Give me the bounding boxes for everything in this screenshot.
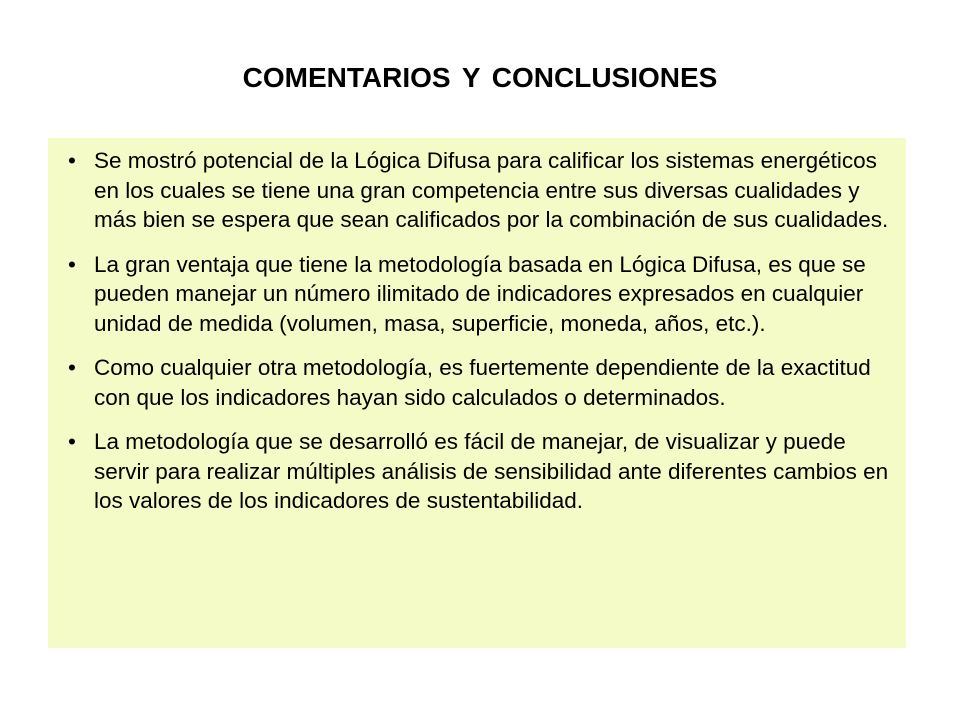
conclusion-item: [58, 353, 892, 412]
bullet-icon: •: [68, 148, 76, 173]
conclusion-text: Como cualquier otra metodología, es fuertemente dependiente de la exactitud con que los indicadores hayan sido calculados o determinados.: [94, 355, 871, 410]
conclusion-text: Se mostró potencial de la Lógica Difusa para calificar los sistemas energéticos en los cuales se tiene una gran competencia entre sus diversas cualidades y más bien se espera que sean calificados por la combinación de sus cualidades.: [94, 148, 889, 232]
conclusion-item: [58, 250, 892, 339]
bullet-icon: •: [68, 355, 76, 380]
slide-title: COMENTARIOS Y CONCLUSIONES: [242, 62, 718, 93]
conclusion-text: La gran ventaja que tiene la metodología basada en Lógica Difusa, es que se pueden manejar un número ilimitado de indicadores expresados en cualquier unidad de medida (volumen, masa, superficie, moneda, años, etc.).: [94, 251, 866, 336]
conclusion-text: La metodología que se desarrolló es fácil de manejar, de visualizar y puede servir para realizar múltiples análisis de sensibilidad ante diferentes cambios en los valores de los indicadores de sustentabilidad.: [94, 429, 889, 513]
bullet-icon: •: [68, 429, 76, 454]
conclusion-item: [58, 146, 892, 235]
conclusions-box: [48, 138, 906, 648]
conclusion-item: [58, 427, 892, 516]
conclusions-list: [58, 146, 892, 516]
bullet-icon: •: [68, 251, 76, 277]
